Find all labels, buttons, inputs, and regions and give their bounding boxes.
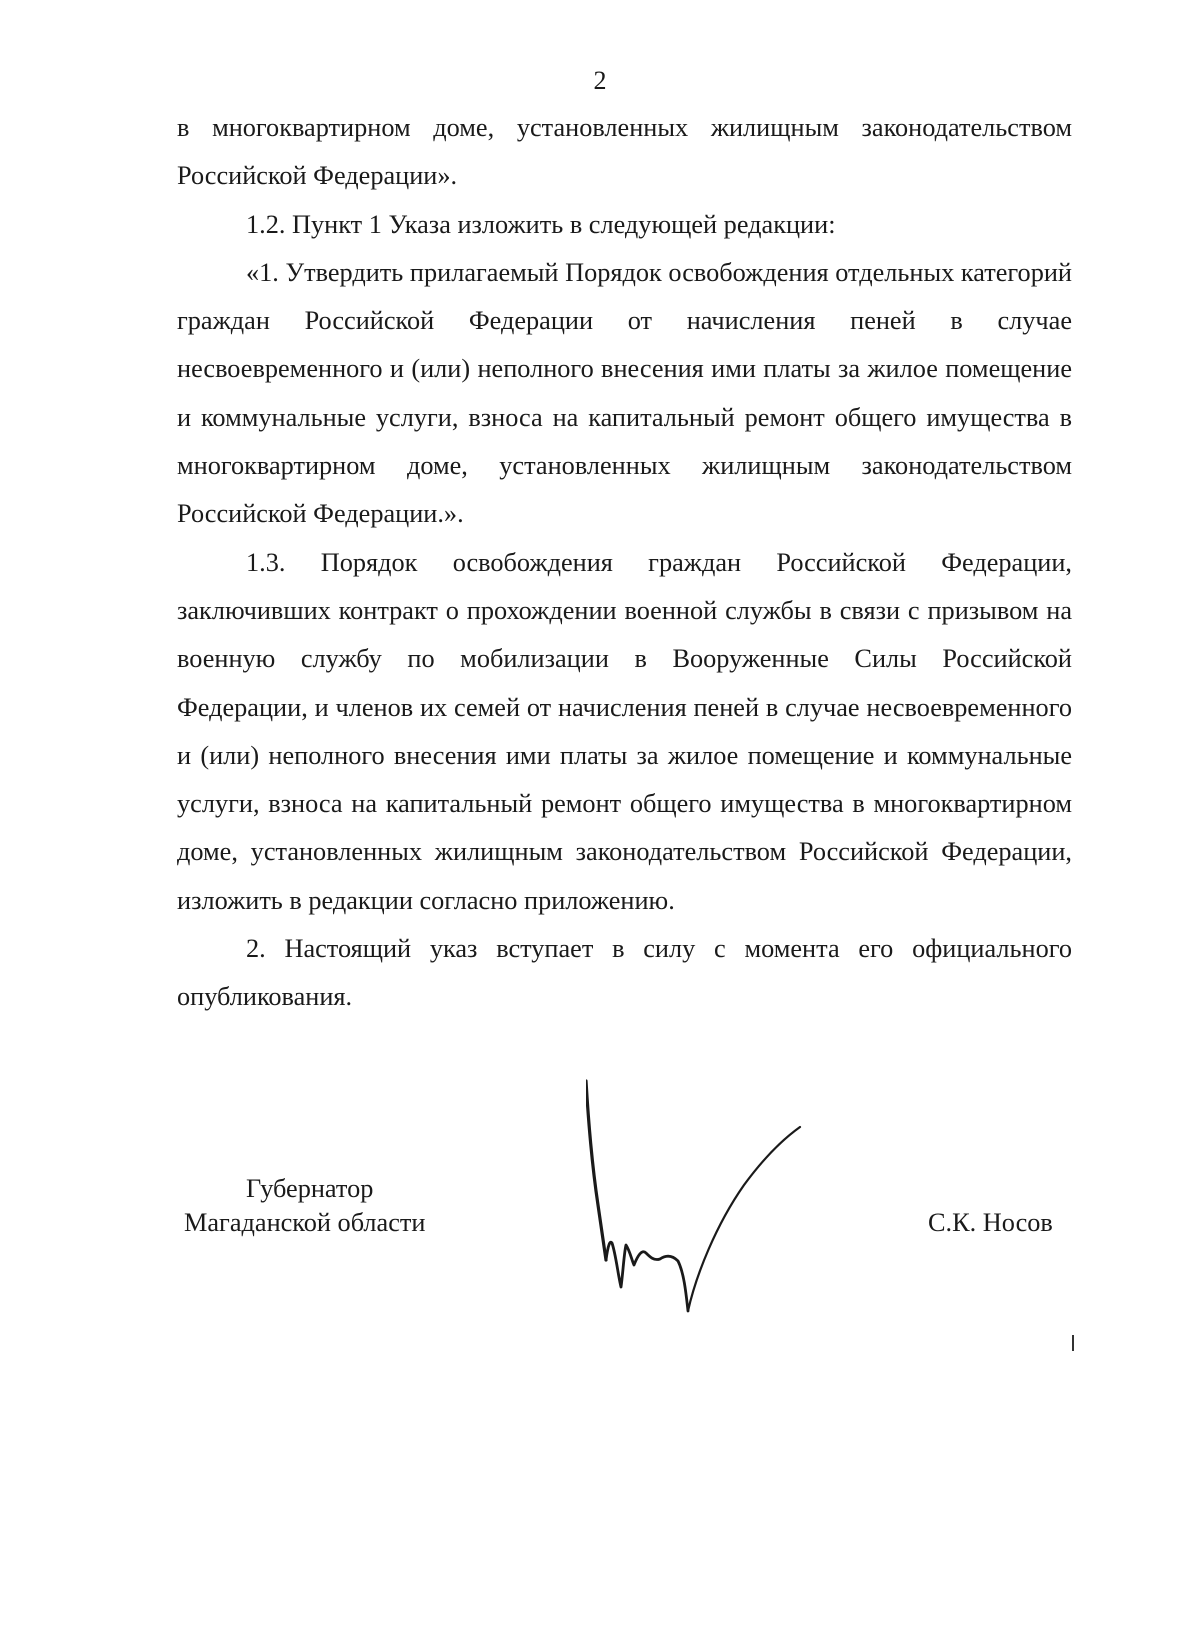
signer-name: С.К. Носов (928, 1208, 1053, 1237)
paragraph-item-1-2: 1.2. Пункт 1 Указа изложить в следующей редакции: (246, 209, 836, 239)
signatory-title (184, 1172, 459, 1240)
paragraph-item-2: 2. Настоящий указ вступает в силу с момента его официального опубликования. (177, 934, 1072, 1012)
paragraph-item-1-3: 1.3. Порядок освобождения граждан Российской Федерации, заключивших контракт о прохождении военной службы в связи с призывом на военную службу по мобилизации в Вооруженные Силы Российской Федерации, и членов их семей от начисления пеней в случае несвоевременного и (или) неполного внесения ими платы за жилое помещение и коммунальные услуги, взноса на капитальный ремонт общего имущества в многоквартирном доме, установленных жилищным законодательством Российской Федерации, изложить в редакции согласно приложению. (177, 547, 1072, 915)
paragraph-continuation: в многоквартирном доме, установленных жилищным законодательством Российской Федерации». (177, 113, 1072, 191)
page-number: 2 (593, 66, 607, 95)
signatory-position: Губернатор (246, 1174, 374, 1203)
scan-artifact-mark (1072, 1335, 1074, 1351)
paragraph-quoted-item-1: «1. Утвердить прилагаемый Порядок освобождения отдельных категорий граждан Российской Федерации от начисления пеней в случае несвоевременного и (или) неполного внесения ими платы за жилое помещение и коммунальные услуги, взноса на капитальный ремонт общего имущества в многоквартирном доме, установленных жилищным законодательством Российской Федерации.». (177, 257, 1072, 529)
handwritten-signature (586, 1075, 846, 1335)
signatory-region: Магаданской области (184, 1208, 426, 1237)
document-body (177, 104, 1072, 1022)
